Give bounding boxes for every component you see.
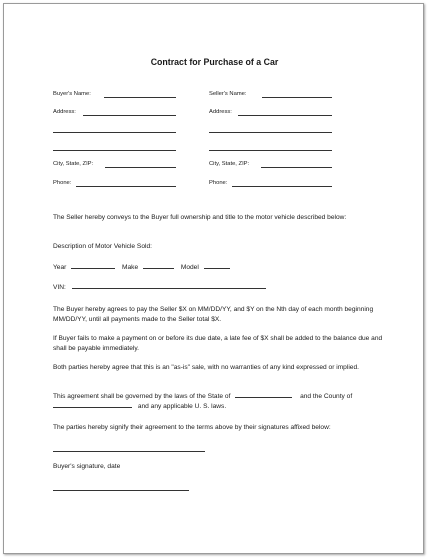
county-field[interactable] [53, 402, 132, 408]
buyer-signature-line[interactable] [53, 490, 189, 491]
seller-signature-line[interactable] [53, 451, 205, 452]
governed-text-2: and the County of [300, 393, 353, 400]
buyer-city-label: City, State, ZIP: [53, 161, 94, 167]
make-field[interactable] [143, 263, 174, 269]
seller-phone-line[interactable] [232, 186, 332, 187]
year-label: Year [53, 264, 67, 271]
seller-address-label: Address: [209, 109, 232, 115]
contract-page [3, 3, 424, 554]
buyer-name-line[interactable] [104, 97, 176, 98]
seller-phone-label: Phone: [209, 180, 228, 186]
governed-line-1 [53, 392, 352, 403]
buyer-signature-label: Buyer's signature, date [53, 463, 121, 470]
vin-label: VIN: [53, 284, 66, 291]
page-title: Contract for Purchase of a Car [150, 57, 279, 67]
seller-city-label: City, State, ZIP: [209, 161, 250, 167]
governed-text-3: and any applicable U. S. laws. [137, 403, 227, 410]
signify-paragraph: The parties hereby signify their agreement to the terms above by their signatures affixed below: [53, 424, 331, 431]
year-field[interactable] [71, 263, 115, 269]
seller-name-line[interactable] [262, 97, 332, 98]
seller-city-line[interactable] [261, 167, 332, 168]
model-label: Model [180, 264, 199, 271]
late-fee-paragraph: If Buyer fails to make a payment on or before its due date, a late fee of $X shall be added to the balance due and shall be payable immediately. [53, 335, 383, 352]
description-label: Description of Motor Vehicle Sold: [53, 243, 152, 250]
governed-text-1: This agreement shall be governed by the laws of the State of [53, 393, 231, 400]
seller-address-line[interactable] [238, 115, 332, 116]
model-field[interactable] [204, 263, 230, 269]
seller-name-label: Seller's Name: [209, 91, 247, 97]
vehicle-row [53, 263, 230, 274]
buyer-phone-line[interactable] [76, 186, 176, 187]
buyer-phone-label: Phone: [53, 180, 72, 186]
state-field[interactable] [235, 392, 292, 398]
vin-row [53, 283, 266, 294]
make-label: Make [122, 264, 139, 271]
buyer-address-line[interactable] [83, 115, 176, 116]
buyer-city-line[interactable] [105, 167, 176, 168]
conveys-paragraph: The Seller hereby conveys to the Buyer full ownership and title to the motor vehicle described below: [53, 214, 347, 221]
buyer-name-label: Buyer's Name: [53, 91, 91, 97]
seller-address-line-2[interactable] [209, 132, 332, 133]
payment-paragraph: The Buyer hereby agrees to pay the Seller $X on MM/DD/YY, and $Y on the Nth day of each month beginning MM/DD/YY, until all payments made to the Seller total $X. [53, 306, 374, 323]
buyer-address-line-3[interactable] [53, 150, 176, 151]
buyer-address-label: Address: [53, 109, 76, 115]
as-is-paragraph: Both parties hereby agree that this is an "as-is" sale, with no warranties of any kind expressed or implied. [53, 364, 359, 371]
seller-address-line-3[interactable] [209, 150, 332, 151]
vin-field[interactable] [72, 283, 266, 289]
governed-line-2 [53, 402, 226, 413]
buyer-address-line-2[interactable] [53, 132, 176, 133]
